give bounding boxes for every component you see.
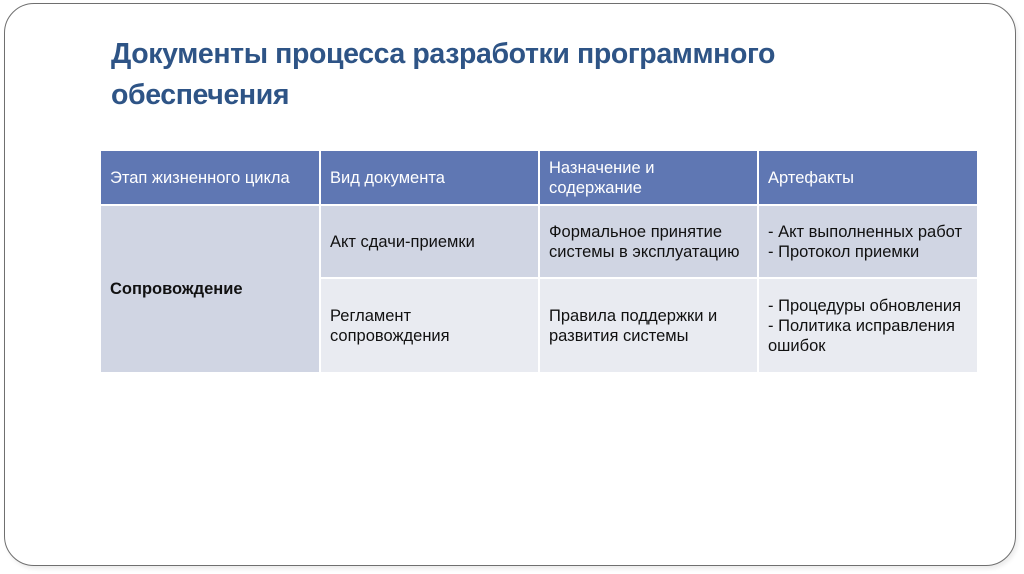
artifacts-cell xyxy=(759,206,977,277)
header-purpose: Назначение и содержание xyxy=(540,151,757,204)
artifacts-cell xyxy=(759,279,977,372)
table-header-row xyxy=(101,151,977,204)
artifact-item: - Акт выполненных работ xyxy=(768,222,963,241)
document-type-cell: Акт сдачи-приемки xyxy=(321,206,538,277)
artifact-item: - Протокол приемки xyxy=(768,242,920,261)
stage-cell: Сопровождение xyxy=(101,206,319,372)
artifact-item: - Процедуры обновления xyxy=(768,296,962,315)
document-type-cell: Регламент сопровождения xyxy=(321,279,538,372)
purpose-cell: Формальное принятие системы в эксплуатацию xyxy=(540,206,757,277)
purpose-cell: Правила поддержки и развития системы xyxy=(540,279,757,372)
slide-title: Документы процесса разработки программного обеспечения xyxy=(111,38,776,111)
table-row xyxy=(101,206,977,277)
header-artifacts: Артефакты xyxy=(759,151,977,204)
header-document-type: Вид документа xyxy=(321,151,538,204)
documents-table xyxy=(99,149,979,374)
artifact-item: - Политика исправления ошибок xyxy=(768,316,955,355)
header-lifecycle-stage: Этап жизненного цикла xyxy=(101,151,319,204)
